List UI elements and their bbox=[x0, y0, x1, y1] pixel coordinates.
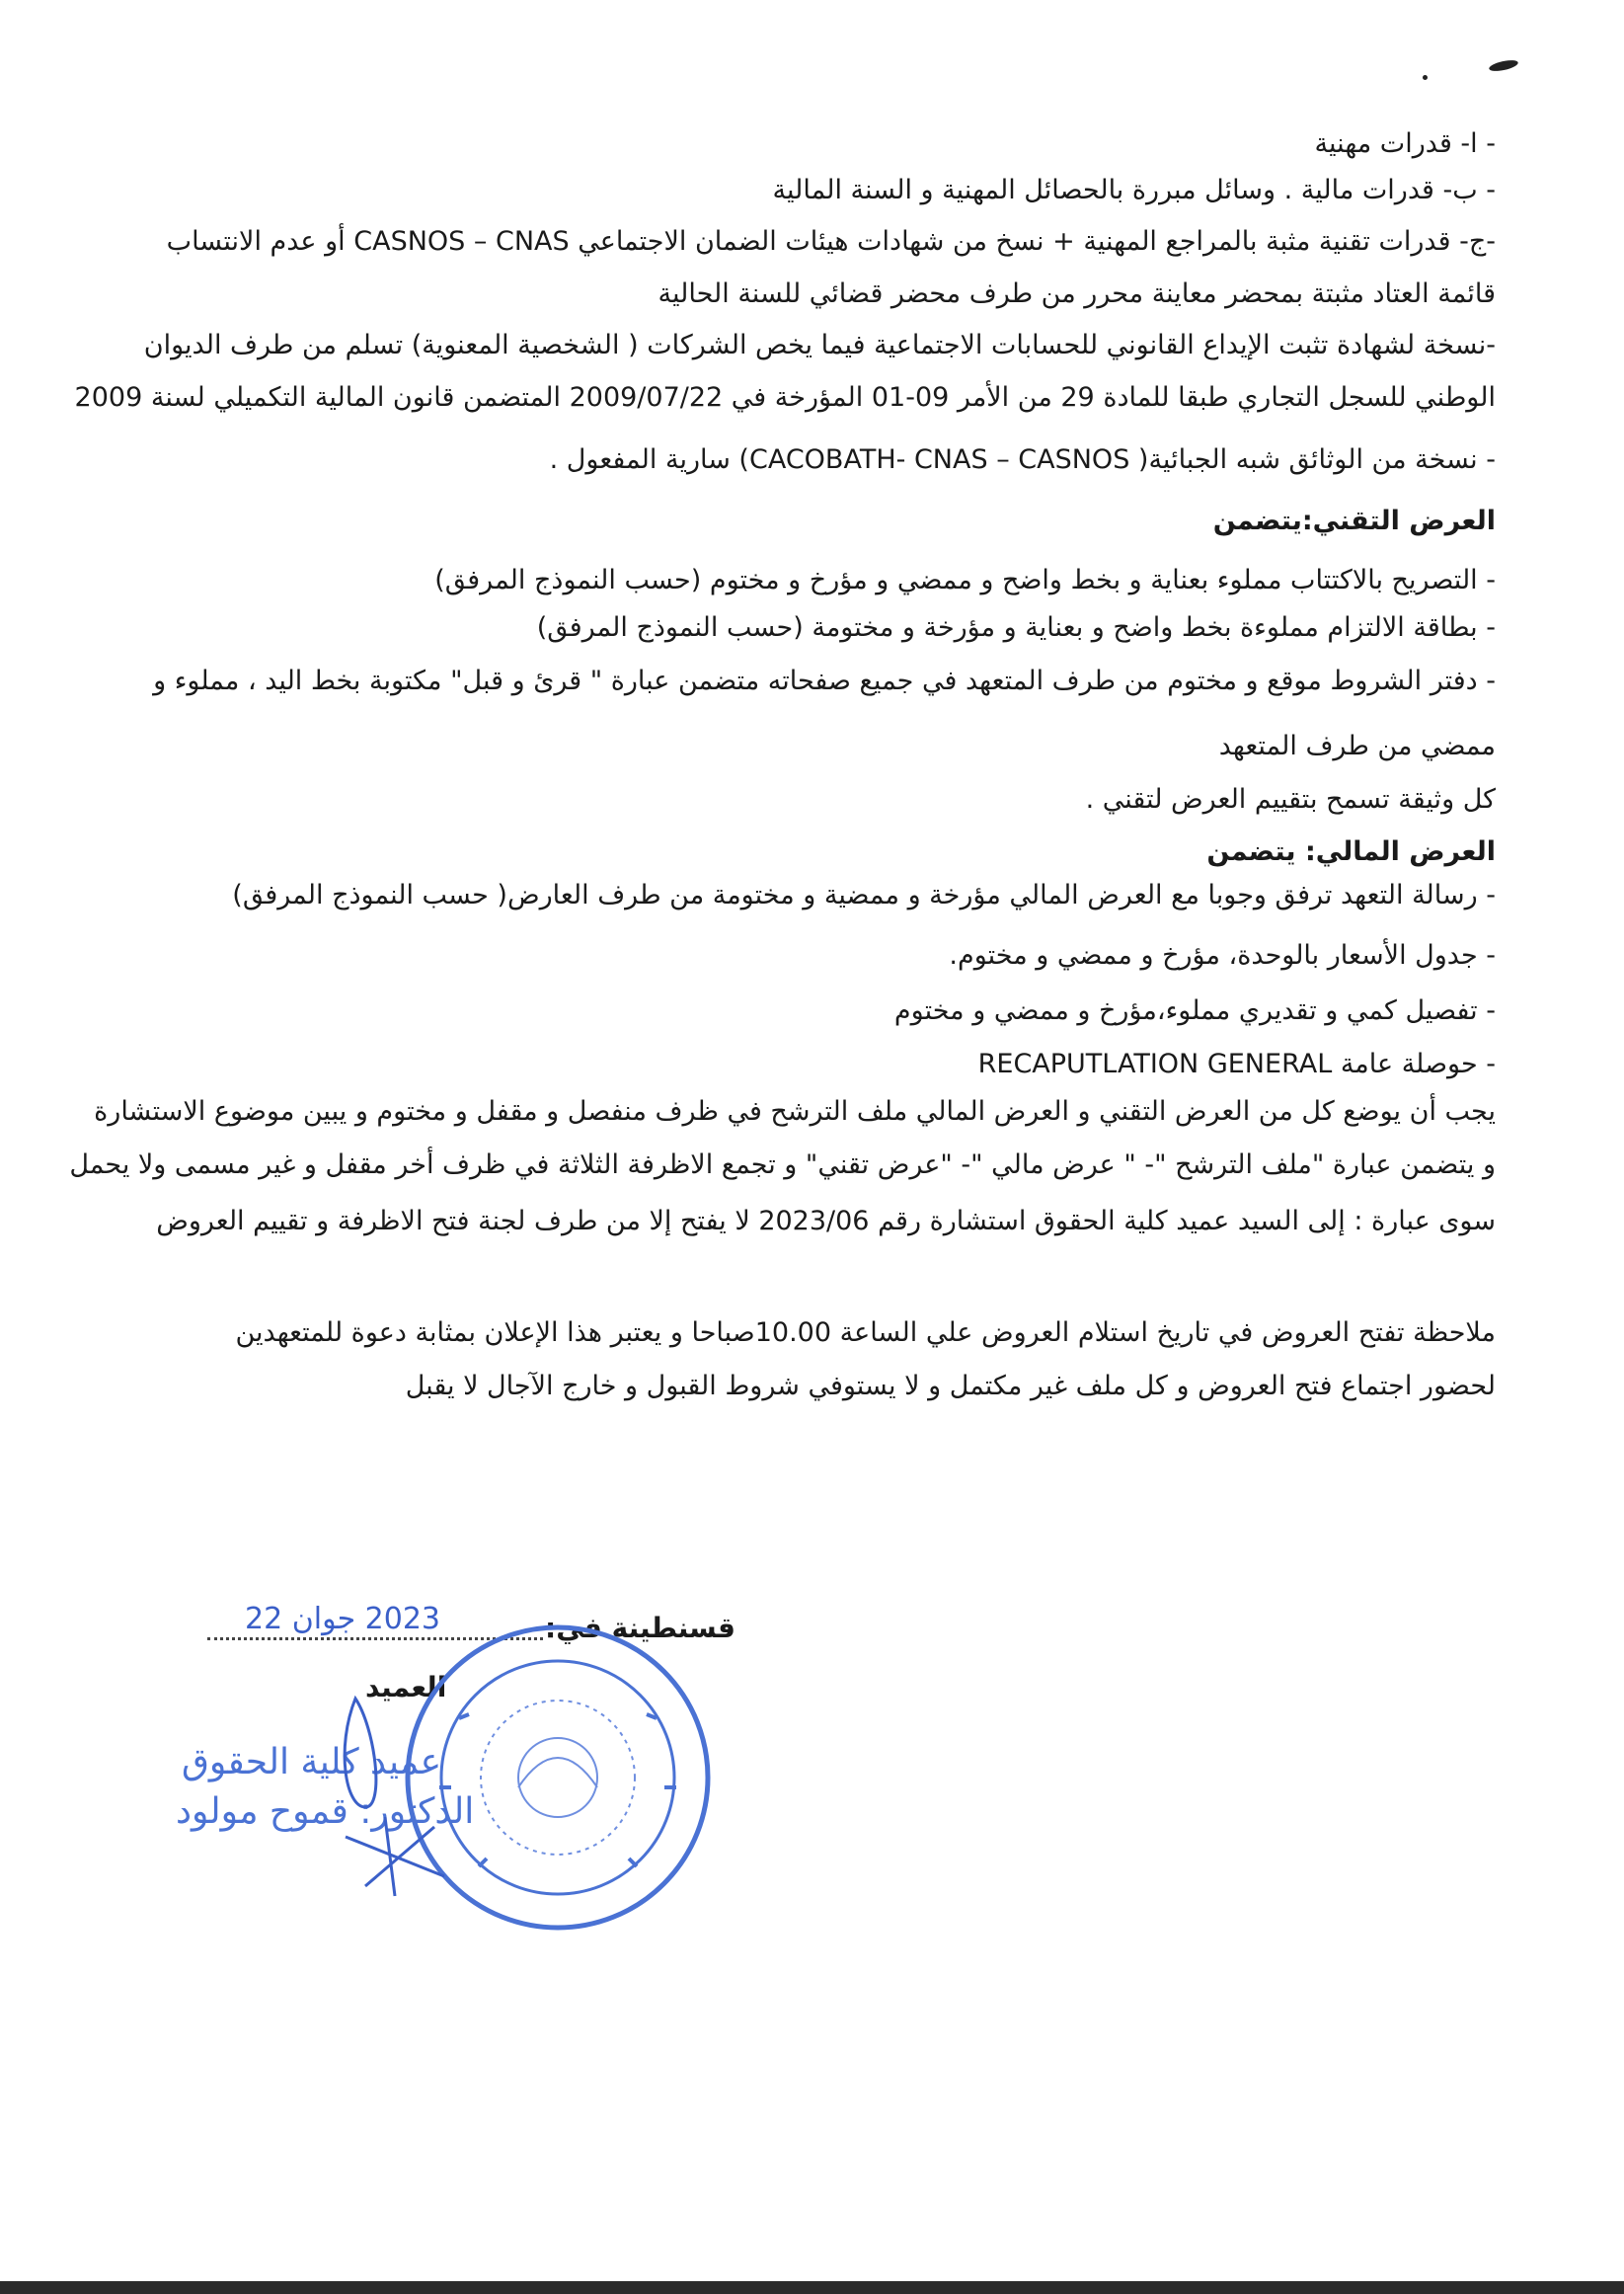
req-line-deposit-cont: الوطني للسجل التجاري طبقا للمادة 29 من الأمر 09-01 المؤرخة في 2009/07/22 المتضمن قانون المالية التكميلي لسنة 2009 bbox=[74, 382, 1496, 413]
stamp-line-name: الدكتور: قموح مولود bbox=[176, 1791, 475, 1832]
fin-item-quantity-detail: - تفصيل كمي و تقديري مملوء،مؤرخ و ممضي و مختوم bbox=[893, 995, 1496, 1026]
envelope-instructions-3: سوى عبارة : إلى السيد عميد كلية الحقوق استشارة رقم 2023/06 لا يفتح إلا من طرف لجنة فتح الاظرفة و تقييم العروض bbox=[156, 1206, 1496, 1236]
req-line-equipment: قائمة العتاد مثبتة بمحضر معاينة محرر من طرف محضر قضائي للسنة الحالية bbox=[657, 278, 1496, 309]
req-line-parafiscal: - نسخة من الوثائق شبه الجبائية( CACOBATH- CNAS – CASNOS) سارية المفعول . bbox=[549, 444, 1496, 475]
fin-item-letter: - رسالة التعهد ترفق وجوبا مع العرض المالي مؤرخة و ممضية و مختومة من طرف العارض( حسب النموذج المرفق) bbox=[232, 880, 1496, 910]
tech-item-specs-book-cont: ممضي من طرف المتعهد bbox=[1218, 731, 1496, 761]
handwritten-signature-icon bbox=[326, 1689, 474, 1906]
envelope-instructions-1: يجب أن يوضع كل من العرض التقني و العرض المالي ملف الترشح في ظرف منفصل و مقفل و مختوم و يبين موضوع الاستشارة bbox=[94, 1096, 1496, 1127]
place-label: قسنطينة في: bbox=[545, 1612, 735, 1644]
req-line-deposit: -نسخة لشهادة تثبت الإيداع القانوني للحسابات الاجتماعية فيما يخص الشركات ( الشخصية المعنوية) تسلم من طرف الديوان bbox=[143, 330, 1496, 360]
scan-edge-bar bbox=[0, 2281, 1624, 2294]
tech-item-declaration: - التصريح بالاكتتاب مملوء بعناية و بخط واضح و ممضي و مؤرخ و مختوم (حسب النموذج المرفق) bbox=[434, 565, 1496, 595]
note-opening: ملاحظة تفتح العروض في تاريخ استلام العروض علي الساعة 10.00صباحا و يعتبر هذا الإعلان بمثابة دعوة للمتعهدين bbox=[235, 1317, 1496, 1348]
req-line-financial: - ب- قدرات مالية . وسائل مبررة بالحصائل المهنية و السنة المالية bbox=[772, 175, 1496, 205]
tech-item-any-document: كل وثيقة تسمح بتقييم العرض لتقني . bbox=[1085, 784, 1496, 815]
heading-technical-offer: العرض التقني:يتضمن bbox=[1212, 506, 1496, 536]
envelope-instructions-2: و يتضمن عبارة "ملف الترشح "- " عرض مالي "- "عرض تقني" و تجمع الاظرفة الثلاثة في ظرف أخر مقفل و غير مسمى ولا يحمل bbox=[69, 1149, 1496, 1180]
scan-speck bbox=[1423, 75, 1428, 80]
fin-item-summary: - حوصلة عامة RECAPUTLATION GENERAL bbox=[977, 1049, 1496, 1079]
fin-item-price-table: - جدول الأسعار بالوحدة، مؤرخ و ممضي و مختوم. bbox=[949, 940, 1496, 971]
dean-title: العميد bbox=[365, 1671, 447, 1703]
heading-financial-offer: العرض المالي: يتضمن bbox=[1206, 836, 1496, 867]
note-opening-cont: لحضور اجتماع فتح العروض و كل ملف غير مكتمل و لا يستوفي شروط القبول و خارج الآجال لا يقبل bbox=[405, 1371, 1496, 1401]
req-line-technical: -ج- قدرات تقنية مثبة بالمراجع المهنية + نسخ من شهادات هيئات الضمان الاجتماعي CASNOS – CNAS أو عدم الانتساب bbox=[166, 226, 1496, 257]
stamp-line-faculty: عميد كلية الحقوق bbox=[182, 1742, 442, 1782]
tech-item-specs-book: - دفتر الشروط موقع و مختوم من طرف المتعهد في جميع صفحاته متضمن عبارة " قرئ و قبل" مكتوبة بخط اليد ، مملوء و bbox=[153, 666, 1496, 696]
scan-speck bbox=[1488, 58, 1518, 73]
tech-item-commitment-card: - بطاقة الالتزام مملوءة بخط واضح و بعناية و مؤرخة و مختومة (حسب النموذج المرفق) bbox=[536, 612, 1496, 643]
handwritten-date: 2023 جوان 22 bbox=[245, 1602, 441, 1636]
req-line-professional: - ا- قدرات مهنية bbox=[1314, 128, 1496, 159]
